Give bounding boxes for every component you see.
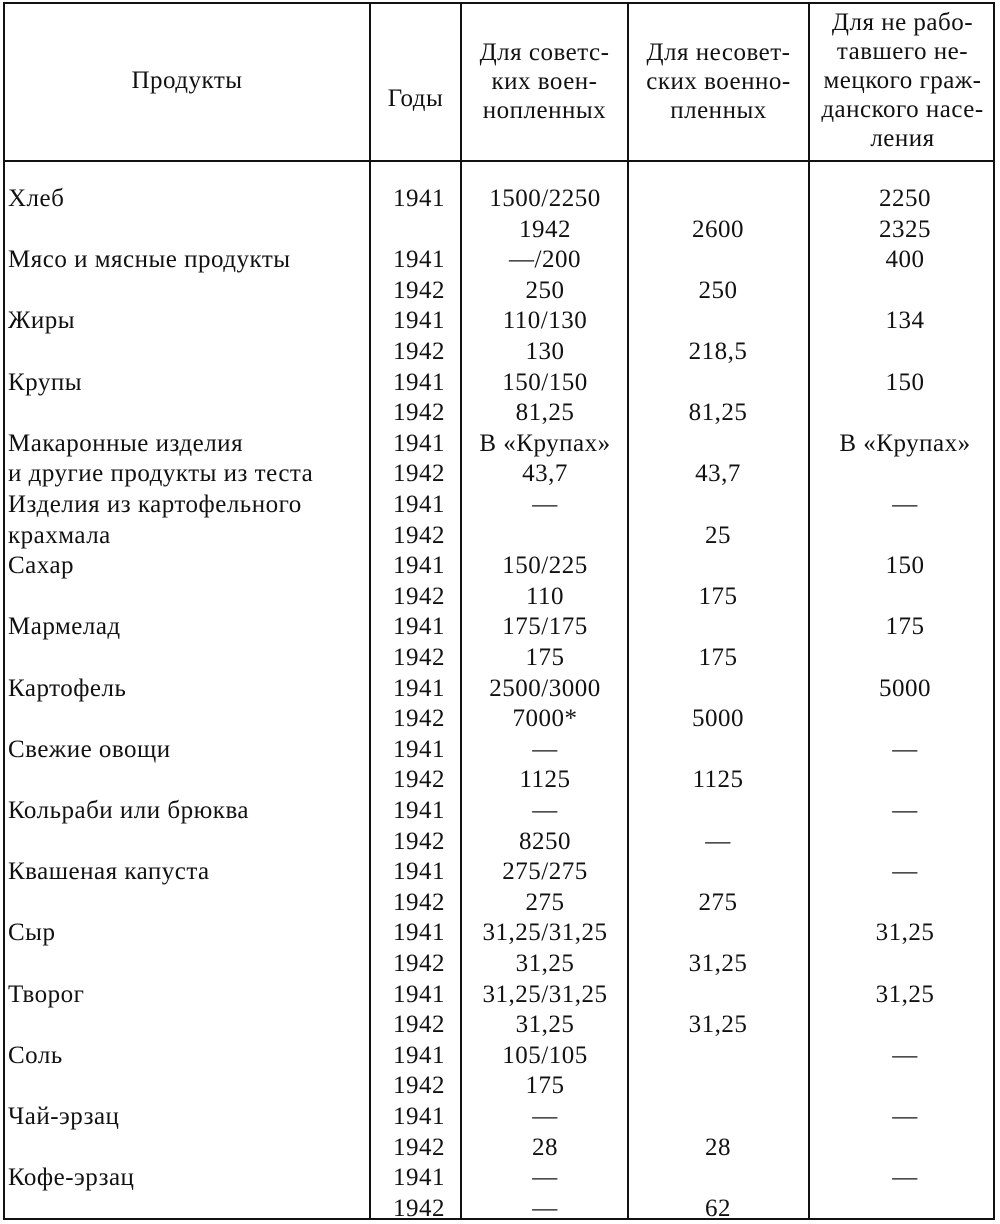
civilian-cell: 31,25 <box>875 980 935 1008</box>
product-cell: Чай-эрзац <box>8 1103 120 1130</box>
civilian-cell: 175 <box>885 613 925 641</box>
year-cell: 1941 <box>393 613 445 641</box>
year-cell: 1942 <box>393 766 445 794</box>
soviet-pow-cell: 1500/2250 <box>489 185 601 212</box>
year-cell: 1942 <box>393 276 445 304</box>
nonsoviet-pow-cell: 175 <box>698 582 738 610</box>
product-cell: Кольраби или брюква <box>8 797 250 824</box>
header-divider <box>3 160 995 162</box>
header-soviet-pow: Для советс- ких воен- нопленных <box>479 39 610 124</box>
soviet-pow-cell: 250 <box>525 276 565 304</box>
product-cell: Сыр <box>8 919 56 947</box>
year-cell: 1942 <box>393 1194 445 1222</box>
soviet-pow-cell: 31,25/31,25 <box>482 919 608 947</box>
header-nonsoviet-pow: Для несовет- ских военно- пленных <box>646 39 791 124</box>
nonsoviet-pow-cell: 218,5 <box>688 338 748 365</box>
civilian-cell: — <box>892 797 918 824</box>
nonsoviet-pow-cell: 62 <box>705 1194 731 1222</box>
soviet-pow-cell: 150/225 <box>502 552 588 580</box>
year-cell: 1941 <box>393 185 445 212</box>
soviet-pow-cell: 130 <box>525 338 565 365</box>
soviet-pow-cell: 7000* <box>512 705 578 733</box>
year-cell: 1941 <box>393 797 445 824</box>
year-cell: 1941 <box>393 980 445 1008</box>
civilian-cell: 150 <box>885 552 925 580</box>
soviet-pow-cell: 110 <box>525 582 565 610</box>
civilian-cell: — <box>892 1164 918 1192</box>
year-cell: 1942 <box>393 1072 445 1100</box>
nonsoviet-pow-cell: — <box>705 827 731 855</box>
soviet-pow-cell: 175/175 <box>502 613 588 641</box>
product-cell: Макаронные изделия <box>8 429 244 457</box>
year-cell: 1942 <box>393 582 445 610</box>
year-cell: 1942 <box>393 399 445 427</box>
year-cell: 1941 <box>393 674 445 702</box>
soviet-pow-cell: —/200 <box>509 246 581 274</box>
nonsoviet-pow-cell: 31,25 <box>688 1011 748 1039</box>
civilian-cell: 400 <box>885 246 925 274</box>
year-cell: 1942 <box>393 521 445 549</box>
soviet-pow-cell: 275 <box>525 888 565 916</box>
civilian-cell: 31,25 <box>875 919 935 947</box>
year-cell: 1942 <box>393 950 445 977</box>
soviet-pow-cell: 105/105 <box>502 1041 588 1069</box>
nonsoviet-pow-cell: 81,25 <box>688 399 748 427</box>
year-cell: 1942 <box>393 705 445 733</box>
soviet-pow-cell: 81,25 <box>515 399 575 427</box>
year-cell: 1941 <box>393 307 445 335</box>
soviet-pow-cell: 1125 <box>519 766 571 794</box>
year-cell: 1941 <box>393 735 445 763</box>
soviet-pow-cell: 2500/3000 <box>489 674 601 702</box>
product-cell: Кофе-эрзац <box>8 1164 135 1192</box>
civilian-cell: 150 <box>885 368 925 396</box>
product-cell: Сахар <box>8 552 75 580</box>
product-cell: Квашеная капуста <box>8 858 210 886</box>
nonsoviet-pow-cell: 28 <box>705 1133 731 1161</box>
civilian-cell: — <box>892 735 918 763</box>
soviet-pow-cell: 8250 <box>519 827 571 855</box>
year-cell: 1942 <box>393 460 445 488</box>
nonsoviet-pow-cell: 43,7 <box>695 460 741 488</box>
soviet-pow-cell: — <box>532 1164 558 1192</box>
product-cell: Крупы <box>8 368 83 396</box>
soviet-pow-cell: — <box>532 797 558 824</box>
year-cell: 1941 <box>393 919 445 947</box>
year-cell: 1941 <box>393 429 445 457</box>
civilian-cell: 5000 <box>879 674 931 702</box>
column-divider <box>369 2 371 1220</box>
year-cell: 1941 <box>393 491 445 518</box>
nonsoviet-pow-cell: 25 <box>705 521 731 549</box>
civilian-cell: — <box>892 1041 918 1069</box>
nonsoviet-pow-cell: 250 <box>698 276 738 304</box>
header-products: Продукты <box>131 67 243 94</box>
soviet-pow-cell: 28 <box>532 1133 558 1161</box>
year-cell: 1941 <box>393 246 445 274</box>
year-cell: 1942 <box>393 1011 445 1039</box>
product-cell: Свежие овощи <box>8 735 171 763</box>
year-cell: 1941 <box>393 552 445 580</box>
nonsoviet-pow-cell: 2600 <box>692 215 744 243</box>
soviet-pow-cell: — <box>532 735 558 763</box>
year-cell: 1942 <box>393 888 445 916</box>
civilian-cell: 2250 <box>879 185 931 212</box>
soviet-pow-cell: 43,7 <box>522 460 568 488</box>
product-cell: Мясо и мясные продукты <box>8 246 291 274</box>
civilian-cell: В «Крупах» <box>839 429 971 457</box>
product-cell: Изделия из картофельного <box>8 491 302 518</box>
year-cell: 1941 <box>393 1164 445 1192</box>
header-civilian: Для не рабо- тавшего не- мецкого граж- данского насе- ления <box>821 9 984 152</box>
civilian-cell: — <box>892 858 918 886</box>
year-cell: 1942 <box>393 644 445 671</box>
nonsoviet-pow-cell: 5000 <box>692 705 744 733</box>
civilian-cell: 134 <box>885 307 925 335</box>
product-cell: и другие продукты из теста <box>8 460 314 488</box>
soviet-pow-cell: 31,25/31,25 <box>482 980 608 1008</box>
year-cell: 1942 <box>393 1133 445 1161</box>
product-cell: Мармелад <box>8 613 121 641</box>
year-cell: 1942 <box>393 827 445 855</box>
year-cell: 1941 <box>393 1103 445 1130</box>
soviet-pow-cell: — <box>532 1103 558 1130</box>
year-cell: 1941 <box>393 1041 445 1069</box>
civilian-cell: — <box>892 1103 918 1130</box>
civilian-cell: — <box>892 491 918 518</box>
soviet-pow-cell: 175 <box>525 644 565 671</box>
soviet-pow-cell: В «Крупах» <box>479 429 611 457</box>
soviet-pow-cell: 31,25 <box>515 950 575 977</box>
soviet-pow-cell: 31,25 <box>515 1011 575 1039</box>
soviet-pow-cell: 110/130 <box>502 307 588 335</box>
civilian-cell: 2325 <box>879 215 931 243</box>
soviet-pow-cell: — <box>532 491 558 518</box>
soviet-pow-cell: 275/275 <box>502 858 588 886</box>
product-cell: Жиры <box>8 307 76 335</box>
nonsoviet-pow-cell: 175 <box>698 644 738 671</box>
header-years: Годы <box>387 85 444 112</box>
nonsoviet-pow-cell: 31,25 <box>688 950 748 977</box>
year-cell: 1941 <box>393 368 445 396</box>
nonsoviet-pow-cell: 1125 <box>692 766 744 794</box>
product-cell: Творог <box>8 980 85 1008</box>
soviet-pow-cell: 175 <box>525 1072 565 1100</box>
nonsoviet-pow-cell: 275 <box>698 888 738 916</box>
product-cell: крахмала <box>8 521 111 549</box>
product-cell: Картофель <box>8 674 127 702</box>
soviet-pow-cell: 150/150 <box>502 368 588 396</box>
year-cell: 1942 <box>393 338 445 365</box>
year-cell: 1941 <box>393 858 445 886</box>
soviet-pow-cell: 1942 <box>519 215 571 243</box>
soviet-pow-cell: — <box>532 1194 558 1222</box>
product-cell: Хлеб <box>8 185 65 212</box>
product-cell: Соль <box>8 1041 63 1069</box>
